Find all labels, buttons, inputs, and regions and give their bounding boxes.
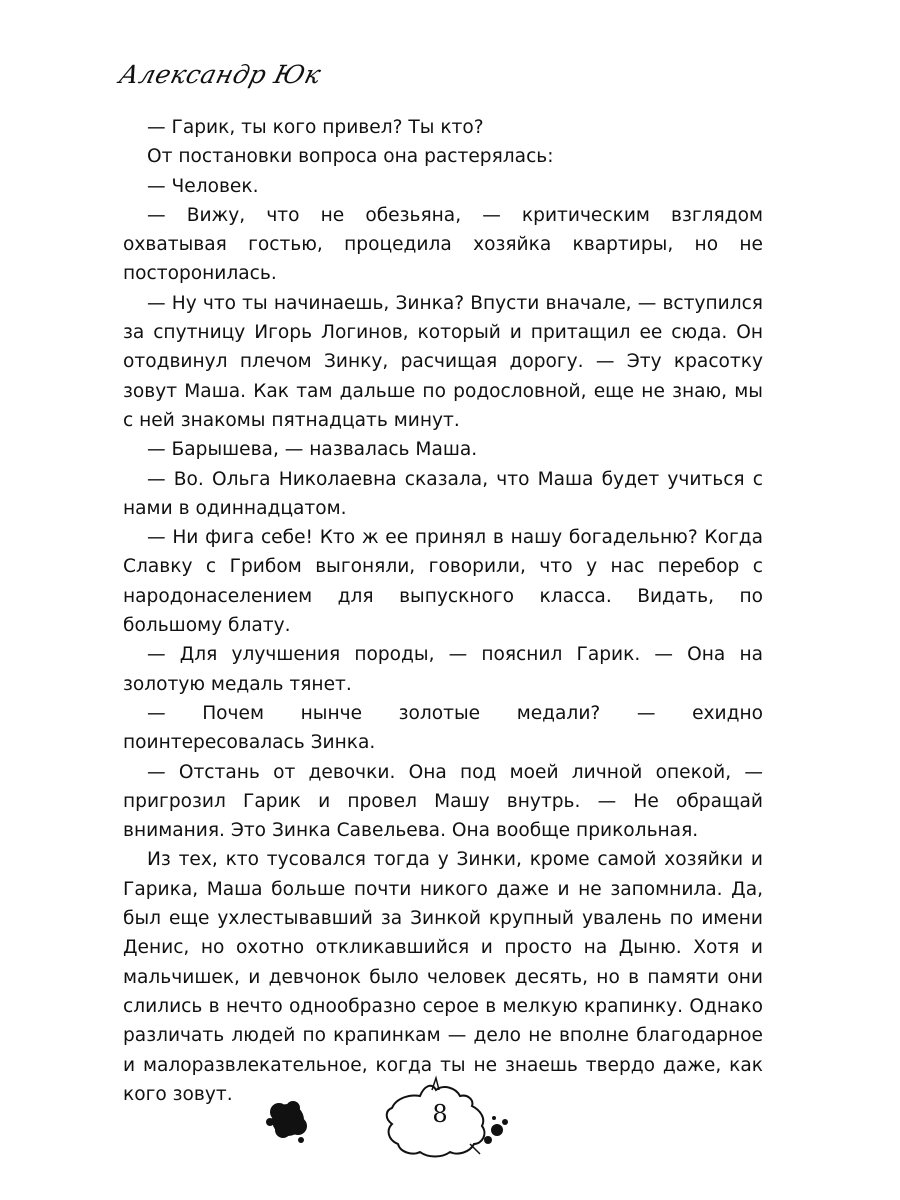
paragraph: От постановки вопроса она растерялась: xyxy=(147,146,554,168)
page-footer xyxy=(0,1060,900,1200)
paragraph: — Во. Ольга Николаевна сказала, что Маша будет учиться с нами в одиннадцатом. xyxy=(123,468,763,519)
paragraph: — Ни фига себе! Кто ж ее принял в нашу богадельню? Когда Славку с Грибом выгоняли, говорили, что у нас перебор с народонаселением для выпускного класса. Видать, по большому блату. xyxy=(123,527,763,637)
paragraph: — Для улучшения породы, — пояснил Гарик. — Она на золотую медаль тянет. xyxy=(123,644,763,695)
paragraph: — Ну что ты начинаешь, Зинка? Впусти вначале, — вступился за спутницу Игорь Логинов, который и притащил ее сюда. Он отодвинул плечом Зинку, расчищая дорогу. — Эту красотку зовут Маша. Как там дальше по родословной, еще не знаю, мы с ней знакомы пятнадцать минут. xyxy=(123,292,763,431)
paragraph: — Отстань от девочки. Она под моей личной опекой, — пригрозил Гарик и провел Машу внутрь. — Не обращай внимания. Это Зинка Савельева. Она вообще прикольная. xyxy=(123,761,763,842)
paragraph: — Человек. xyxy=(147,175,259,197)
running-head: Александр Юк xyxy=(116,60,325,89)
paragraph: — Почем нынче золотые медали? — ехидно поинтересовалась Зинка. xyxy=(123,702,763,754)
page-body xyxy=(123,113,763,1109)
paragraph: Из тех, кто тусовался тогда у Зинки, кроме самой хозяйки и Гарика, Маша больше почти никого даже и не запомнила. Да, был еще ухлестывавший за Зинкой крупный увалень по имени Денис, но охотно откликавшийся и просто на Дыню. Хотя и мальчишек, и девчонок было человек десять, но в памяти они слились в нечто однообразно серое в мелкую крапинку. Однако различать людей по крапинкам — дело не вполне благодарное и малоразвлекательное, когда ты не знаешь твердо даже, как кого зовут. xyxy=(123,849,763,1105)
page-number: 8 xyxy=(432,1100,448,1128)
ink-blot-icon xyxy=(0,1060,900,1200)
paragraph: — Гарик, ты кого привел? Ты кто? xyxy=(147,117,484,138)
paragraph: — Вижу, что не обезьяна, — критическим взглядом охватывая гостью, процедила хозяйка квартиры, но не посторонилась. xyxy=(123,204,763,285)
paragraph: — Барышева, — назвалась Маша. xyxy=(147,439,478,461)
